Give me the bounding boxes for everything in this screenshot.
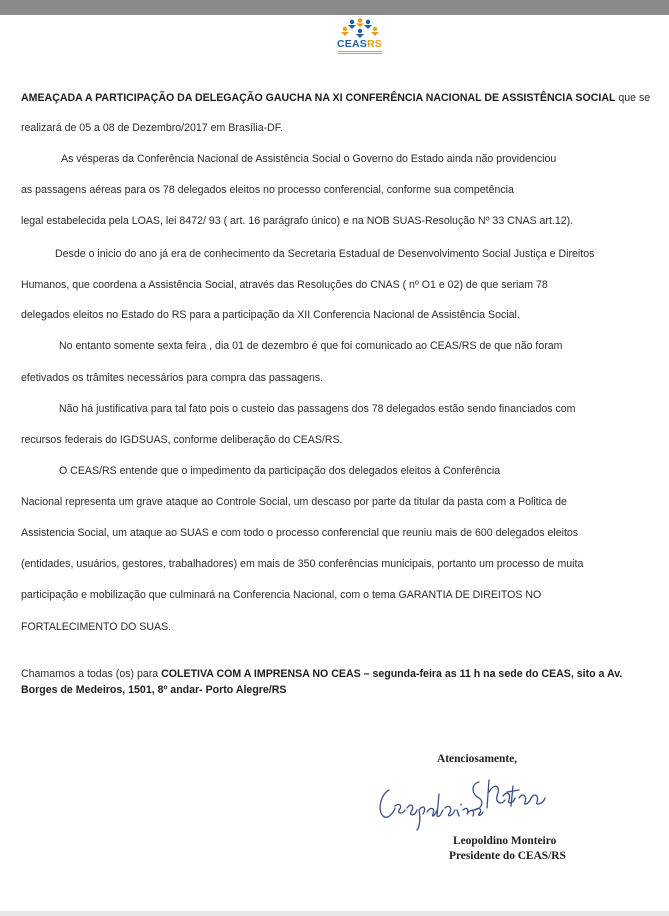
call-bold-1: COLETIVA COM A IMPRENSA NO CEAS – segunda-feira as 11 h na sede do CEAS, sito a Av. <box>161 668 623 680</box>
body-line: as passagens aéreas para os 78 delegados eleitos no processo conferencial, conforme sua competência <box>21 184 514 196</box>
handwritten-signature <box>375 776 555 834</box>
body-line: participação e mobilização que culminará na Conferencia Nacional, com o tema GARANTIA DE DIREITOS NO <box>21 589 542 601</box>
body-line: delegados eleitos no Estado do RS para a participação da XII Conferencia Nacional de Assistência Social. <box>21 309 520 321</box>
top-bar <box>0 0 669 15</box>
call-intro: Chamamos a todas (os) para <box>21 668 162 680</box>
body-line: efetivados os trâmites necessários para compra das passagens. <box>21 372 324 384</box>
body-line: Humanos, que coordena a Assistência Social, através das Resoluções do CNAS ( nº O1 e 02) de que seriam 78 <box>21 279 548 291</box>
salutation: Atenciosamente, <box>437 753 518 765</box>
call-line-2: Borges de Medeiros, 1501, 8º andar- Porto Alegre/RS <box>21 684 287 696</box>
signatory-name: Leopoldino Monteiro <box>453 835 557 847</box>
bottom-bar <box>0 911 669 916</box>
call-line-1 <box>21 668 622 681</box>
body-line: No entanto somente sexta feira , dia 01 de dezembro é que foi comunicado ao CEAS/RS de que não foram <box>59 340 563 352</box>
body-line: (entidades, usuários, gestores, trabalhadores) em mais de 350 conferências municipais, portanto um processo de muita <box>21 558 584 570</box>
headline: AMEAÇADA A PARTICIPAÇÃO DA DELEGAÇÃO GAUCHA NA XI CONFERÊNCIA NACIONAL DE ASSISTÊNCIA SOCIAL <box>21 92 616 104</box>
body-line: As vésperas da Conferência Nacional de Assistência Social o Governo do Estado ainda não providenciou <box>61 153 557 165</box>
signatory-role: Presidente do CEAS/RS <box>449 850 566 862</box>
body-line: recursos federais do IGDSUAS, conforme deliberação do CEAS/RS. <box>21 434 343 446</box>
headline-tail: que se <box>615 92 651 104</box>
body-line: realizará de 05 a 08 de Dezembro/2017 em Brasília-DF. <box>21 122 284 134</box>
ceas-logo <box>331 17 389 57</box>
body-line: legal estabelecida pela LOAS, lei 8472/ 93 ( art. 16 parágrafo único) e na NOB SUAS-Resolução Nº 33 CNAS art.12). <box>21 215 574 227</box>
body-line: Não há justificativa para tal fato pois o custeio das passagens dos 78 delegados estão sendo financiados com <box>59 403 576 415</box>
body-line: Assistencia Social, um ataque ao SUAS e com todo o processo conferencial que reuniu mais de 600 delegados eleitos <box>21 527 579 539</box>
headline-line <box>21 92 650 105</box>
logo-subtitle-lines <box>338 51 382 55</box>
body-line: O CEAS/RS entende que o impedimento da participação dos delegados eleitos à Conferência <box>59 465 501 477</box>
logo-text: CEASRS <box>337 38 382 50</box>
body-line: Nacional representa um grave ataque ao Controle Social, um descaso por parte da titular da pasta com a Politica de <box>21 496 567 508</box>
body-line: FORTALECIMENTO DO SUAS. <box>21 621 172 633</box>
body-line: Desde o inicio do ano já era de conhecimento da Secretaria Estadual de Desenvolvimento Social Justiça e Direitos <box>55 248 595 260</box>
